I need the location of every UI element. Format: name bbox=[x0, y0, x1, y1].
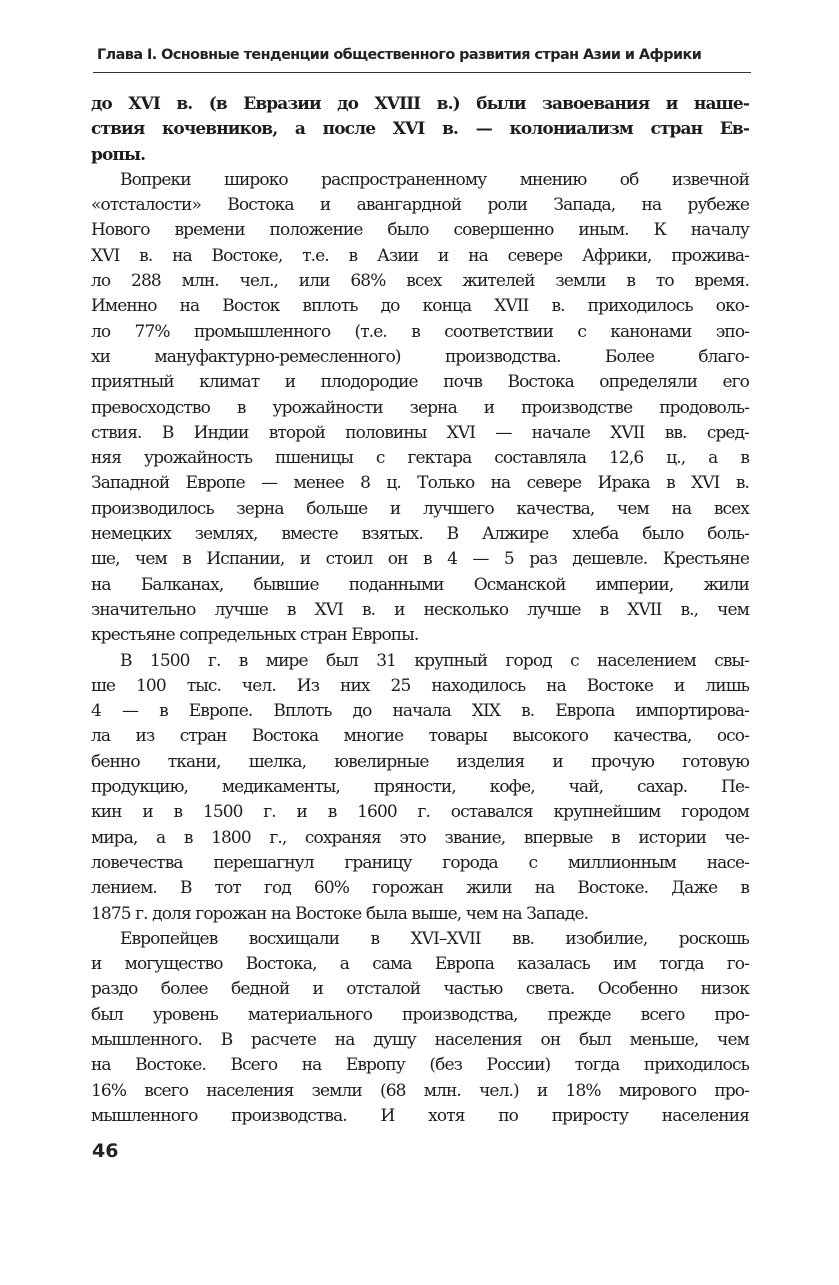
paragraph bbox=[91, 927, 749, 1129]
paragraph bbox=[91, 649, 749, 927]
text-line: лением. В тот год 60% горожан жили на Востоке. Даже в bbox=[91, 878, 749, 899]
text-line: крестьяне сопредельных стран Европы. bbox=[91, 625, 419, 646]
text-line: приятный климат и плодородие почв Востока определяли его bbox=[91, 372, 749, 393]
text-line: и могущество Востока, а сама Европа казалась им тогда го- bbox=[91, 954, 749, 975]
text-line: значительно лучше в XVI в. и несколько лучше в XVII в., чем bbox=[91, 599, 749, 620]
text-line: ловечества перешагнул границу города с миллионным насе- bbox=[91, 852, 749, 873]
text-line: Западной Европе — менее 8 ц. Только на севере Ирака в XVI в. bbox=[91, 473, 749, 494]
paragraph bbox=[91, 92, 749, 168]
text-line: ла из стран Востока многие товары высокого качества, осо- bbox=[91, 726, 749, 747]
text-line: производилось зерна больше и лучшего качества, чем на всех bbox=[91, 498, 749, 519]
text-line: Именно на Восток вплоть до конца XVII в. приходилось око- bbox=[91, 296, 749, 317]
text-line: ше 100 тыс. чел. Из них 25 находилось на Востоке и лишь bbox=[91, 675, 749, 696]
text-line: до XVI в. (в Евразии до XVIII в.) были завоевания и наше- bbox=[91, 94, 749, 114]
text-line: няя урожайность пшеницы с гектара составляла 12,6 ц., а в bbox=[91, 448, 749, 469]
text-line: кин и в 1500 г. и в 1600 г. оставался крупнейшим городом bbox=[91, 802, 749, 823]
text-line: Европейцев восхищали в XVI–XVII вв. изобилие, роскошь bbox=[120, 928, 749, 949]
text-line: мышленного. В расчете на душу населения он был меньше, чем bbox=[91, 1029, 749, 1050]
text-line: В 1500 г. в мире был 31 крупный город с населением свы- bbox=[120, 650, 749, 671]
running-head: Глава I. Основные тенденции общественного развития стран Азии и Африки bbox=[97, 47, 702, 63]
paragraph bbox=[91, 168, 749, 649]
text-line: ше, чем в Испании, и стоил он в 4 — 5 раз дешевле. Крестьяне bbox=[91, 549, 749, 570]
text-line: на Востоке. Всего на Европу (без России) тогда приходилось bbox=[91, 1055, 749, 1076]
text-line: был уровень материального производства, прежде всего про- bbox=[91, 1004, 749, 1025]
text-line: бенно ткани, шелка, ювелирные изделия и прочую готовую bbox=[91, 751, 749, 772]
text-line: 16% всего населения земли (68 млн. чел.) и 18% мирового про- bbox=[91, 1080, 749, 1101]
text-line: ствия кочевников, а после XVI в. — колониализм стран Ев- bbox=[91, 119, 749, 140]
text-line: Вопреки широко распространенному мнению об извечной bbox=[120, 169, 749, 190]
text-line: хи мануфактурно-ремесленного) производства. Более благо- bbox=[91, 346, 749, 367]
text-line: 4 — в Европе. Вплоть до начала XIX в. Европа импортирова- bbox=[91, 701, 749, 722]
text-line: XVI в. на Востоке, т.е. в Азии и на севере Африки, прожива- bbox=[91, 245, 749, 266]
text-line: на Балканах, бывшие поданными Османской империи, жили bbox=[91, 574, 749, 595]
text-line: мира, а в 1800 г., сохраняя это звание, впервые в истории че- bbox=[91, 827, 749, 848]
text-line: ропы. bbox=[91, 144, 146, 165]
text-line: ствия. В Индии второй половины XVI — начале XVII вв. сред- bbox=[91, 422, 749, 443]
text-line: раздо более бедной и отсталой частью света. Особенно низок bbox=[91, 979, 749, 1000]
text-line: Нового времени положение было совершенно иным. К началу bbox=[91, 220, 749, 241]
text-line: 1875 г. доля горожан на Востоке была выше, чем на Западе. bbox=[91, 903, 589, 924]
text-line: ло 77% промышленного (т.е. в соответствии с канонами эпо- bbox=[91, 321, 749, 342]
text-line: продукцию, медикаменты, пряности, кофе, чай, сахар. Пе- bbox=[91, 777, 749, 798]
text-line: «отсталости» Востока и авангардной роли Запада, на рубеже bbox=[91, 195, 749, 216]
page-number: 46 bbox=[92, 1140, 119, 1162]
body-text bbox=[91, 92, 749, 1129]
text-line: превосходство в урожайности зерна и производстве продоволь- bbox=[91, 397, 749, 418]
text-line: мышленного производства. И хотя по приросту населения bbox=[91, 1105, 749, 1126]
text-line: немецких землях, вместе взятых. В Алжире хлеба было боль- bbox=[91, 524, 749, 545]
header-rule bbox=[93, 72, 751, 73]
text-line: ло 288 млн. чел., или 68% всех жителей земли в то время. bbox=[91, 271, 749, 292]
